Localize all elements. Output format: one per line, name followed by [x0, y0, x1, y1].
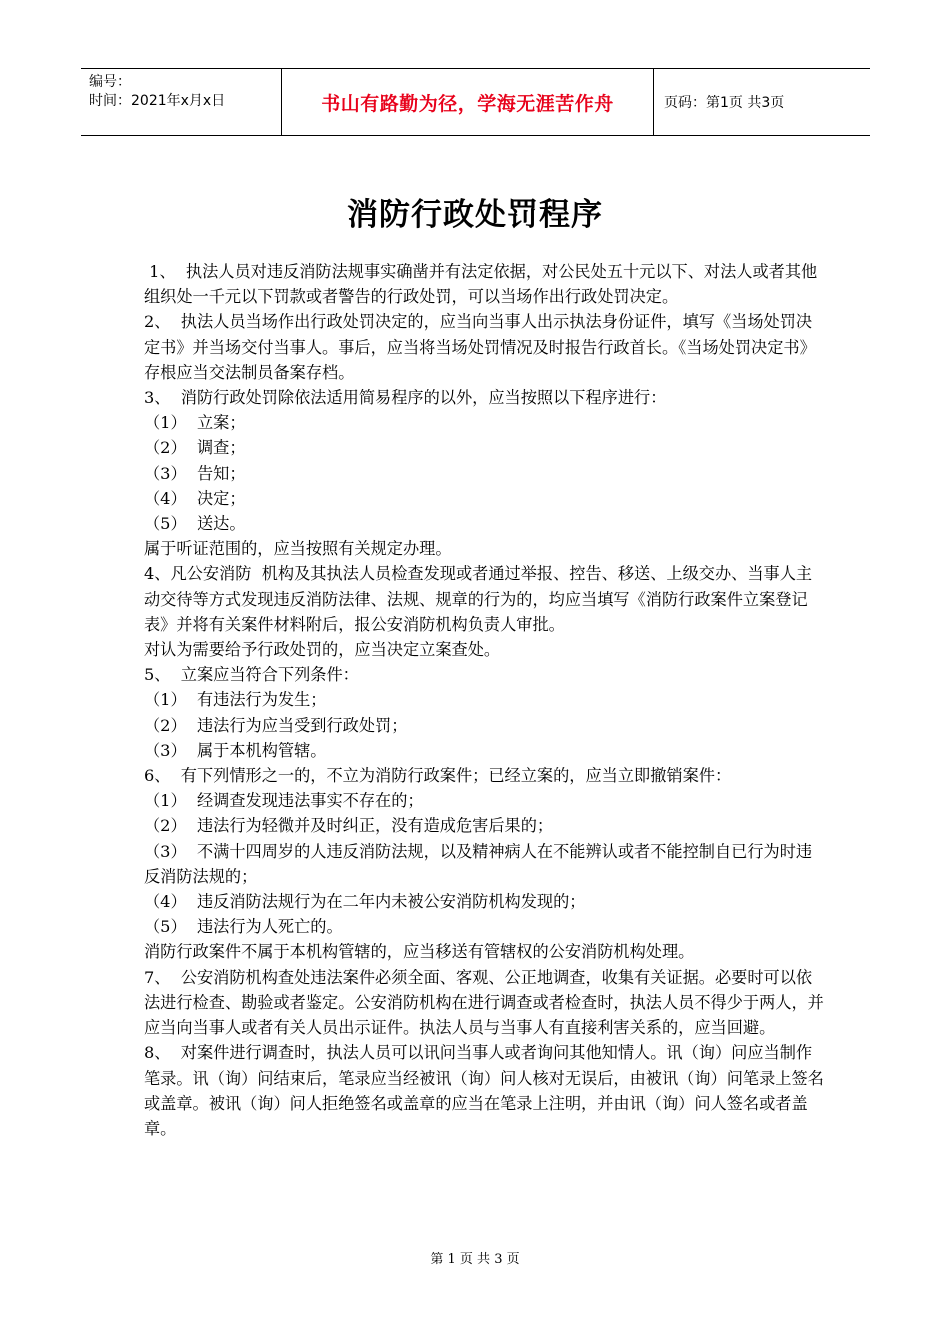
paragraph: （2） 违法行为应当受到行政处罚； — [144, 715, 408, 735]
page-footer: 第 1 页 共 3 页 — [430, 1252, 520, 1267]
paragraph: （2） 调查； — [144, 438, 246, 458]
document-title: 消防行政处罚程序 — [347, 197, 603, 233]
paragraph: （4） 违反消防法规行为在二年内未被公安消防机构发现的； — [144, 892, 586, 912]
paragraph: （1） 有违法行为发生； — [144, 690, 327, 710]
document-body — [144, 259, 824, 1141]
paragraph: （1） 经调查发现违法事实不存在的； — [144, 791, 424, 811]
paragraph: （4） 决定； — [144, 488, 246, 508]
paragraph: 4、凡公安消防 机构及其执法人员检查发现或者通过举报、控告、移送、上级交办、当事人主动交待等方式发现违反消防法律、法规、规章的行为的，均应当填写《消防行政案件立案登记表》并将有关案件材料附后，报公安消防机构负责人审批。 — [144, 564, 813, 634]
paragraph: 2、 执法人员当场作出行政处罚决定的，应当向当事人出示执法身份证件，填写《当场处罚决定书》并当场交付当事人。事后，应当将当场处罚情况及时报告行政首长。《当场处罚决定书》存根应当交法制员备案存档。 — [144, 312, 816, 382]
paragraph: （5） 送达。 — [144, 514, 246, 534]
paragraph: （3） 属于本机构管辖。 — [144, 740, 327, 760]
header-motto: 书山有路勤为径，学海无涯苦作舟 — [282, 69, 654, 135]
number-label: 编号： — [89, 74, 131, 90]
paragraph: 属于听证范围的，应当按照有关规定办理。 — [144, 539, 452, 559]
paragraph: 5、 立案应当符合下列条件： — [144, 665, 359, 685]
paragraph: 8、 对案件进行调查时，执法人员可以讯问当事人或者询问其他知情人。讯（询）问应当制作笔录。讯（询）问结束后，笔录应当经被讯（询）问人核对无误后，由被讯（询）问笔录上签名或盖章。被讯（询）问人拒绝签名或盖章的应当在笔录上注明，并由讯（询）问人签名或者盖章。 — [144, 1043, 824, 1138]
header-info — [81, 69, 282, 135]
paragraph: 消防行政案件不属于本机构管辖的，应当移送有管辖权的公安消防机构处理。 — [144, 942, 695, 962]
header-page-label: 页码：第1页 共3页 — [664, 95, 785, 111]
paragraph: （3） 告知； — [144, 463, 246, 483]
paragraph: （5） 违法行为人死亡的。 — [144, 917, 343, 937]
page-header — [81, 68, 870, 136]
paragraph: 6、 有下列情形之一的，不立为消防行政案件；已经立案的，应当立即撤销案件： — [144, 766, 732, 786]
paragraph: 3、 消防行政处罚除依法适用简易程序的以外，应当按照以下程序进行： — [144, 388, 667, 408]
paragraph: （3） 不满十四周岁的人违反消防法规，以及精神病人在不能辨认或者不能控制自已行为时违反消防法规的； — [144, 841, 813, 886]
paragraph: （1） 立案； — [144, 413, 246, 433]
paragraph: （2） 违法行为轻微并及时纠正，没有造成危害后果的； — [144, 816, 554, 836]
time-label: 时间：2021年x月x日 — [89, 93, 226, 109]
paragraph: 7、 公安消防机构查处违法案件必须全面、客观、公正地调查，收集有关证据。必要时可以依法进行检查、勘验或者鉴定。公安消防机构在进行调查或者检查时，执法人员不得少于两人，并应当向当事人或者有关人员出示证件。执法人员与当事人有直接利害关系的，应当回避。 — [144, 967, 824, 1038]
paragraph: 1、 执法人员对违反消防法规事实确凿并有法定依据，对公民处五十元以下、对法人或者其他组织处一千元以下罚款或者警告的行政处罚，可以当场作出行政处罚决定。 — [144, 262, 818, 307]
paragraph: 对认为需要给予行政处罚的，应当决定立案查处。 — [144, 640, 501, 660]
